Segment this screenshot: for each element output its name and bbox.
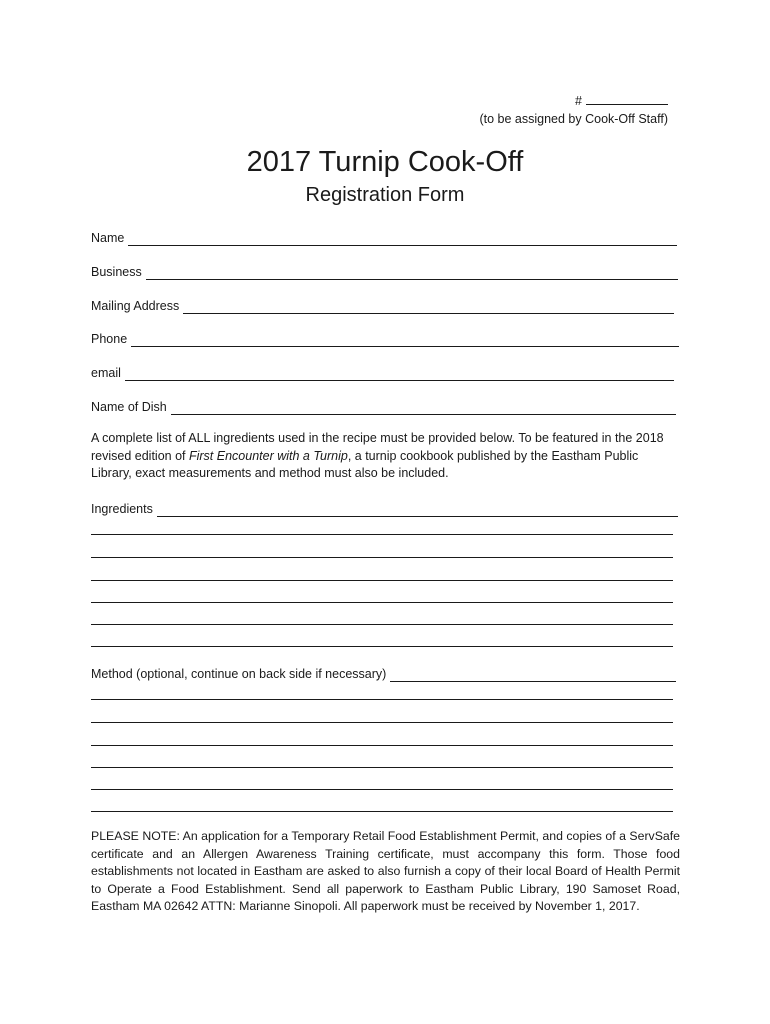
business-label: Business (91, 265, 142, 279)
mailing-address-field[interactable] (183, 301, 674, 314)
please-note-paragraph: PLEASE NOTE: An application for a Temporary Retail Food Establishment Permit, and copies of a ServSafe certificate and an Allergen Awareness Training certificate, must accompany this form. Those food establishments not located in Eastham are asked to also furnish a copy of their local Board of Health Permit to Operate a Food Establishment. Send all paperwork to Eastham Public Library, 190 Samoset Road, Eastham MA 02642 ATTN: Marianne Sinopoli. All paperwork must be received by November 1, 2017. (91, 829, 680, 914)
email-label: email (91, 366, 121, 380)
cookbook-title: First Encounter with a Turnip (188, 448, 348, 463)
email-field[interactable] (125, 368, 674, 381)
name-label: Name (91, 231, 125, 245)
method-field-row (91, 666, 676, 682)
ingredients-line[interactable] (91, 534, 673, 535)
method-label: Method (optional, continue on back side if necessary) (91, 667, 387, 681)
ingredients-label: Ingredients (91, 502, 153, 516)
method-line[interactable] (91, 699, 673, 700)
ingredients-line[interactable] (91, 624, 673, 625)
ingredients-line[interactable] (91, 646, 673, 647)
ingredients-line[interactable] (91, 557, 673, 558)
phone-field-row (91, 331, 679, 347)
instructions-text-1: A complete list of ALL ingredients used in the recipe must be provided below. To be featured in the 2018 revised edition of (91, 431, 664, 463)
phone-label: Phone (91, 332, 128, 346)
mailing-address-field-row (91, 298, 674, 314)
phone-field[interactable] (131, 334, 679, 347)
method-field[interactable] (390, 669, 676, 682)
method-line[interactable] (91, 722, 673, 723)
page-title: 2017 Turnip Cook-Off (246, 146, 524, 178)
ingredients-instructions (91, 430, 679, 483)
business-field[interactable] (146, 267, 678, 280)
ingredients-field[interactable] (157, 504, 678, 517)
business-field-row (91, 264, 678, 280)
method-line[interactable] (91, 789, 673, 790)
email-field-row (91, 365, 674, 381)
instructions-text-2: , a turnip cookbook published by the Eastham Public Library, exact measurements and method must also be included. (91, 448, 639, 480)
mailing-address-label: Mailing Address (91, 299, 180, 313)
name-field[interactable] (128, 233, 677, 246)
ingredients-line[interactable] (91, 580, 673, 581)
assignment-number-block (479, 92, 668, 128)
page-subtitle: Registration Form (305, 184, 465, 206)
dish-field[interactable] (171, 402, 676, 415)
assignment-number-field[interactable] (586, 92, 668, 105)
assignment-note: (to be assigned by Cook-Off Staff) (479, 112, 668, 126)
ingredients-field-row (91, 501, 678, 517)
method-line[interactable] (91, 745, 673, 746)
method-line[interactable] (91, 767, 673, 768)
assignment-number-row (479, 92, 668, 110)
dish-field-row (91, 399, 676, 415)
dish-label: Name of Dish (91, 400, 167, 414)
name-field-row (91, 230, 677, 246)
method-line[interactable] (91, 811, 673, 812)
hash-label: # (575, 94, 582, 108)
ingredients-line[interactable] (91, 602, 673, 603)
